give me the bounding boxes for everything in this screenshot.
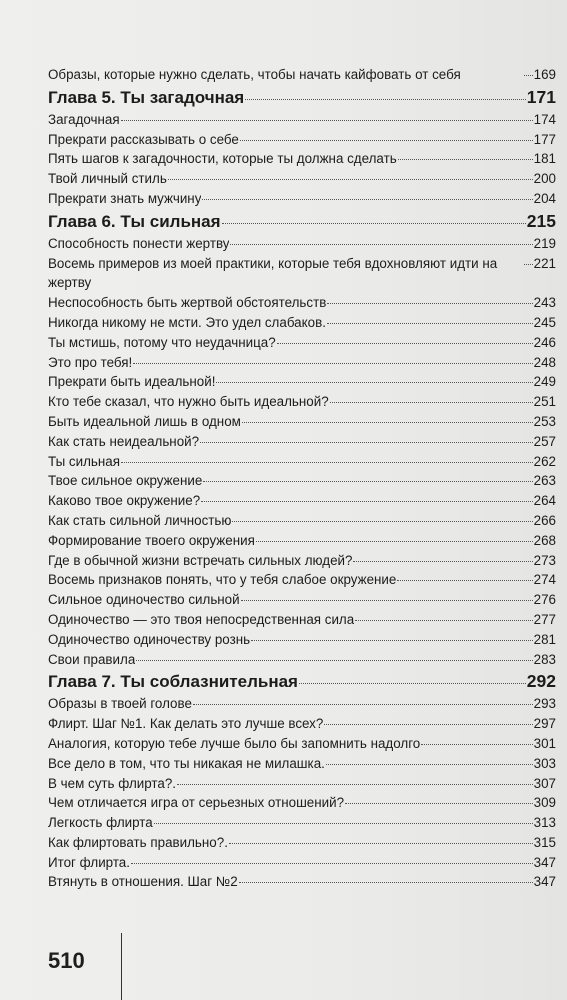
toc-entry-row — [48, 872, 556, 892]
toc-entry-row — [48, 333, 556, 353]
page-ref: 263 — [533, 473, 556, 489]
page-ref: 283 — [533, 651, 556, 667]
folio-divider — [121, 933, 122, 1000]
toc-entry-row — [48, 610, 556, 630]
toc-entry-row — [48, 590, 556, 610]
page-ref: 277 — [533, 611, 556, 627]
entry-title: Одиночество одиночеству рознь — [48, 631, 251, 647]
toc-entry-row — [48, 169, 556, 189]
leader-dots — [256, 541, 533, 542]
leader-dots — [200, 442, 533, 443]
toc-entry-row — [48, 293, 556, 313]
entry-title: Аналогия, которую тебе лучше было бы запомнить надолго — [48, 735, 421, 751]
entry-title: Прекрати быть идеальной! — [48, 374, 216, 390]
entry-title: Кто тебе сказал, что нужно быть идеальной? — [48, 394, 329, 410]
page-ref: 276 — [533, 592, 556, 608]
leader-dots — [277, 343, 533, 344]
page-ref: 219 — [533, 235, 556, 251]
page-ref: 181 — [533, 151, 556, 167]
entry-title: Твое сильное окружение — [48, 473, 203, 489]
leader-dots — [121, 462, 533, 463]
entry-title: Свои правила — [48, 651, 136, 667]
toc-entry-row — [48, 793, 556, 813]
page-ref: 303 — [533, 755, 556, 771]
leader-dots — [251, 640, 533, 641]
leader-dots — [201, 501, 532, 502]
chapter-title: Глава 5. Ты загадочная — [48, 87, 245, 107]
toc-entry-row — [48, 313, 556, 333]
entry-title: Где в обычной жизни встречать сильных людей? — [48, 552, 353, 568]
entry-title: Загадочная — [48, 111, 120, 127]
leader-dots — [133, 363, 532, 364]
leader-dots — [397, 580, 532, 581]
entry-title: Прекрати знать мужчину — [48, 190, 202, 206]
leader-dots — [355, 620, 532, 621]
page-ref: 274 — [533, 572, 556, 588]
toc-entry-row — [48, 65, 556, 85]
page-ref: 347 — [533, 854, 556, 870]
leader-dots — [242, 422, 533, 423]
entry-title: Как стать сильной личностью — [48, 512, 232, 528]
leader-dots — [327, 303, 532, 304]
toc-entry-row — [48, 491, 556, 511]
entry-title: В чем суть флирта?. — [48, 775, 176, 791]
page-ref: 292 — [526, 671, 556, 692]
leader-dots — [239, 882, 533, 883]
entry-title: Как флиртовать правильно?. — [48, 834, 228, 850]
toc-entry-row — [48, 110, 556, 130]
entry-title: Чем отличается игра от серьезных отношений? — [48, 795, 345, 811]
entry-title: Быть идеальной лишь в одном — [48, 413, 241, 429]
page-ref: 307 — [533, 775, 556, 791]
entry-title: Никогда никому не мсти. Это удел слабаков. — [48, 314, 326, 330]
page-ref: 169 — [533, 67, 556, 82]
toc-chapter-row — [48, 209, 556, 234]
chapter-title: Глава 7. Ты соблазнительная — [48, 672, 298, 692]
entry-title: Образы, которые нужно сделать, чтобы начать кайфовать от себя — [48, 67, 461, 82]
leader-dots — [245, 99, 526, 100]
leader-dots — [193, 704, 533, 705]
page-ref: 264 — [533, 493, 556, 509]
toc-entry-row — [48, 130, 556, 150]
page-ref: 273 — [533, 552, 556, 568]
leader-dots — [240, 140, 533, 141]
entry-title: Одиночество — это твоя непосредственная сила — [48, 611, 355, 627]
page-ref: 204 — [533, 190, 556, 206]
toc-entry-row — [48, 432, 556, 452]
toc-entry-row — [48, 813, 556, 833]
page-ref: 297 — [533, 716, 556, 732]
leader-dots — [345, 803, 533, 804]
toc-entry-row — [48, 412, 556, 432]
entry-title: Флирт. Шаг №1. Как делать это лучше всех? — [48, 716, 324, 732]
entry-title: Втянуть в отношения. Шаг №2 — [48, 874, 238, 890]
entry-title: Итог флирта. — [48, 854, 130, 870]
toc-entry-row — [48, 254, 556, 294]
leader-dots — [121, 120, 533, 121]
entry-title: Прекрати рассказывать о себе — [48, 131, 239, 147]
entry-title: Восемь признаков понять, что у тебя слабое окружение — [48, 572, 397, 588]
toc-entry-row — [48, 149, 556, 169]
toc-chapter-row — [48, 669, 556, 694]
entry-title: Пять шагов к загадочности, которые ты должна сделать — [48, 151, 397, 167]
leader-dots — [398, 159, 533, 160]
page-ref: 246 — [533, 334, 556, 350]
toc-entry-row — [48, 372, 556, 392]
toc-entry-row — [48, 694, 556, 714]
entry-title: Легкость флирта — [48, 815, 153, 831]
toc-entry-row — [48, 714, 556, 734]
toc-entry-row — [48, 774, 556, 794]
leader-dots — [241, 600, 533, 601]
leader-dots — [327, 323, 533, 324]
page-ref: 215 — [526, 210, 556, 231]
entry-title: Все дело в том, что ты никакая не милашка. — [48, 755, 325, 771]
page-ref: 200 — [533, 171, 556, 187]
toc-entry-row — [48, 853, 556, 873]
entry-title: Способность понести жертву — [48, 235, 230, 251]
page-ref: 268 — [533, 532, 556, 548]
page-ref: 301 — [533, 735, 556, 751]
toc-entry-row — [48, 833, 556, 853]
toc-entry-row — [48, 471, 556, 491]
leader-dots — [326, 764, 533, 765]
leader-dots — [203, 481, 532, 482]
toc-entry-row — [48, 353, 556, 373]
chapter-title: Глава 6. Ты сильная — [48, 211, 221, 231]
entry-title: Неспособность быть жертвой обстоятельств — [48, 295, 327, 311]
toc-entry-row — [48, 392, 556, 412]
page-ref: 315 — [533, 834, 556, 850]
page-ref: 262 — [533, 453, 556, 469]
page-ref: 171 — [526, 86, 556, 107]
entry-title: Ты сильная — [48, 453, 120, 469]
page-ref: 293 — [533, 696, 556, 712]
entry-title: Образы в твоей голове — [48, 696, 192, 712]
page-number: 510 — [48, 948, 85, 973]
leader-dots — [330, 402, 533, 403]
page-ref: 347 — [533, 874, 556, 890]
leader-dots — [202, 199, 532, 200]
toc-entry-row — [48, 734, 556, 754]
entry-title: Это про тебя! — [48, 354, 133, 370]
toc-entry-row — [48, 570, 556, 590]
leader-dots — [230, 244, 532, 245]
table-of-contents — [48, 65, 556, 892]
page-ref: 313 — [533, 815, 556, 831]
page-ref: 257 — [533, 433, 556, 449]
page-ref: 281 — [533, 631, 556, 647]
leader-dots — [421, 744, 532, 745]
entry-title: Восемь примеров из моей практики, которые тебя вдохновляют идти на жертву — [48, 255, 498, 291]
leader-dots — [324, 724, 532, 725]
leader-dots — [136, 660, 532, 661]
entry-title: Формирование твоего окружения — [48, 532, 255, 548]
page-ref: 243 — [533, 295, 556, 311]
toc-entry-row — [48, 511, 556, 531]
page-ref: 245 — [533, 314, 556, 330]
entry-title: Как стать неидеальной? — [48, 433, 200, 449]
entry-title: Твой личный стиль — [48, 171, 167, 187]
leader-dots — [524, 75, 533, 76]
entry-title: Каково твое окружение? — [48, 493, 201, 509]
entry-title: Ты мстишь, потому что неудачница? — [48, 334, 276, 350]
leader-dots — [216, 382, 532, 383]
leader-dots — [131, 863, 533, 864]
page-ref: 253 — [533, 413, 556, 429]
toc-entry-row — [48, 630, 556, 650]
leader-dots — [154, 823, 533, 824]
toc-chapter-row — [48, 85, 556, 110]
toc-entry-row — [48, 189, 556, 209]
page-ref: 309 — [533, 795, 556, 811]
page-ref: 177 — [533, 131, 556, 147]
page-ref: 266 — [533, 512, 556, 528]
leader-dots — [353, 561, 532, 562]
leader-dots — [222, 223, 526, 224]
page-ref: 249 — [533, 374, 556, 390]
leader-dots — [168, 179, 533, 180]
page-ref: 221 — [533, 255, 556, 271]
toc-entry-row — [48, 531, 556, 551]
leader-dots — [229, 843, 533, 844]
toc-entry-row — [48, 754, 556, 774]
toc-entry-row — [48, 452, 556, 472]
page-ref: 174 — [533, 111, 556, 127]
page-ref: 248 — [533, 354, 556, 370]
leader-dots — [232, 521, 532, 522]
leader-dots — [177, 784, 533, 785]
page-ref: 251 — [533, 394, 556, 410]
toc-entry-row — [48, 650, 556, 670]
leader-dots — [299, 683, 526, 684]
toc-entry-row — [48, 551, 556, 571]
leader-dots — [524, 264, 533, 265]
toc-entry-row — [48, 234, 556, 254]
entry-title: Сильное одиночество сильной — [48, 592, 240, 608]
